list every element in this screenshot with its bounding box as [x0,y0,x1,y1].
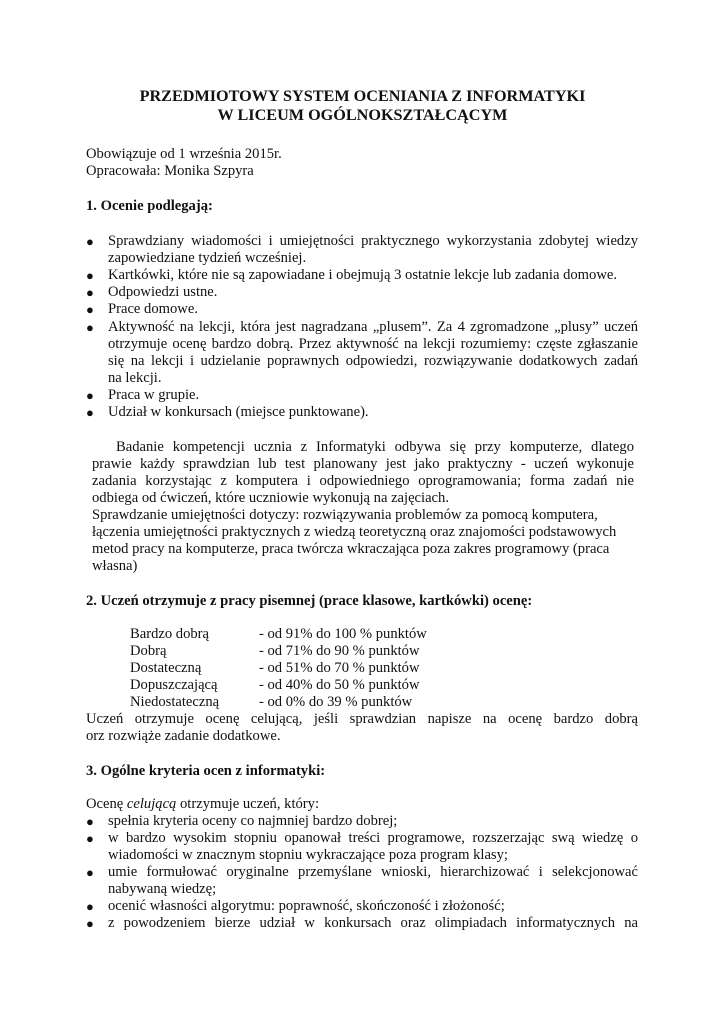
grade-name: Bardzo dobrą [130,626,210,642]
bullet-marker: ● [86,899,94,914]
grade-name: Dobrą [130,643,167,659]
s3-intro-after: otrzymuje uczeń, który: [176,796,320,812]
bullet-marker: ● [86,302,94,317]
s2-note-line-1: Uczeń otrzymuje ocenę celującą, jeśli sprawdzian napisze na ocenę bardzo dobrą [86,711,638,727]
s1-item-3: Odpowiedzi ustne. [108,284,218,300]
s3-item-3-line-1: umie formułować oryginalne przemyślane wnioski, hierarchizować i selekcjonować [108,864,638,880]
s1-item-7: Udział w konkursach (miejsce punktowane). [108,404,369,420]
s1-item-5-line-3: się na lekcji i udzielanie poprawnych odpowiedzi, rozwiązywanie dodatkowych zadań [108,353,638,369]
s3-item-2-line-2: wiadomości w znacznym stopniu wykraczające poza program klasy; [108,847,508,863]
s1-skills-line-3: metod pracy na komputerze, praca twórcza wkraczająca poza zakres programowy (praca [92,541,610,557]
s1-paragraph-line-3: zadania korzystając z komputera i odpowiedniego oprogramowania; forma zadań nie [92,473,634,489]
section-1-heading: 1. Ocenie podlegają: [86,198,213,214]
s1-item-5-line-4: na lekcji. [108,370,162,386]
s1-item-1-line-2: zapowiedziane tydzień wcześniej. [108,250,307,266]
grade-range: - od 0% do 39 % punktów [259,694,413,710]
grade-range: - od 40% do 50 % punktów [259,677,420,693]
s1-item-5-line-1: Aktywność na lekcji, która jest nagradzana „plusem”. Za 4 zgromadzone „plusy” uczeń [108,319,638,335]
s2-note-line-2: orz rozwiąże zadanie dodatkowe. [86,728,281,744]
s1-paragraph-line-2: prawie każdy sprawdzian lub test planowany jest jako praktyczny - uczeń wykonuje [92,456,634,472]
bullet-marker: ● [86,388,94,403]
s1-skills-line-4: własna) [92,558,138,574]
bullet-marker: ● [86,234,94,249]
grade-name: Dopuszczającą [130,677,218,693]
author: Opracowała: Monika Szpyra [86,163,254,179]
grade-name: Niedostateczną [130,694,220,710]
bullet-marker: ● [86,865,94,880]
s3-item-4: ocenić własności algorytmu: poprawność, skończoność i złożoność; [108,898,505,914]
section-3-heading: 3. Ogólne kryteria ocen z informatyki: [86,763,326,779]
s3-item-3-line-2: nabywaną wiedzę; [108,881,217,897]
bullet-marker: ● [86,268,94,283]
s3-item-1: spełnia kryteria oceny co najmniej bardzo dobrej; [108,813,398,829]
bullet-marker: ● [86,320,94,335]
grade-range: - od 91% do 100 % punktów [259,626,427,642]
bullet-marker: ● [86,814,94,829]
s3-item-2-line-1: w bardzo wysokim stopniu opanował treści programowe, rozszerzając swą wiedzę o [108,830,638,846]
s3-intro-grade: celującą [126,796,177,812]
s1-item-1-line-1: Sprawdziany wiadomości i umiejętności praktycznego wykorzystania zdobytej wiedzy [108,233,638,249]
grade-range: - od 71% do 90 % punktów [259,643,420,659]
s1-item-5-line-2: otrzymuje ocenę bardzo dobrą. Przez aktywność na lekcji rozumiemy: częste zgłaszanie [108,336,638,352]
document-title-line-1: PRZEDMIOTOWY SYSTEM OCENIANIA Z INFORMATYKI [139,87,586,105]
s1-paragraph-line-4: odbiega od ćwiczeń, które uczniowie wykonują na zajęciach. [92,490,449,506]
bullet-marker: ● [86,285,94,300]
s1-item-2: Kartkówki, które nie są zapowiadane i obejmują 3 ostatnie lekcje lub zadania domowe. [108,267,617,283]
bullet-marker: ● [86,831,94,846]
valid-from: Obowiązuje od 1 września 2015r. [86,146,282,162]
bullet-marker: ● [86,916,94,931]
s3-intro [86,796,319,813]
s1-skills-line-2: łączenia umiejętności praktycznych z wiedzą teoretyczną oraz znajomości podstawowych [92,524,617,540]
s1-item-4: Prace domowe. [108,301,198,317]
s3-item-5-line-1: z powodzeniem bierze udział w konkursach oraz olimpiadach informatycznych na [108,915,638,931]
grade-range: - od 51% do 70 % punktów [259,660,420,676]
document-title-line-2: W LICEUM OGÓLNOKSZTAŁCĄCYM [217,106,508,124]
s1-skills-line-1: Sprawdzanie umiejętności dotyczy: rozwiązywania problemów za pomocą komputera, [92,507,598,523]
s1-item-6: Praca w grupie. [108,387,200,403]
s1-paragraph-line-1: Badanie kompetencji ucznia z Informatyki odbywa się przy komputerze, dlatego [116,439,634,455]
bullet-marker: ● [86,405,94,420]
s3-intro-before: Ocenę [86,796,127,812]
section-2-heading: 2. Uczeń otrzymuje z pracy pisemnej (prace klasowe, kartkówki) ocenę: [86,593,533,609]
grade-name: Dostateczną [130,660,202,676]
